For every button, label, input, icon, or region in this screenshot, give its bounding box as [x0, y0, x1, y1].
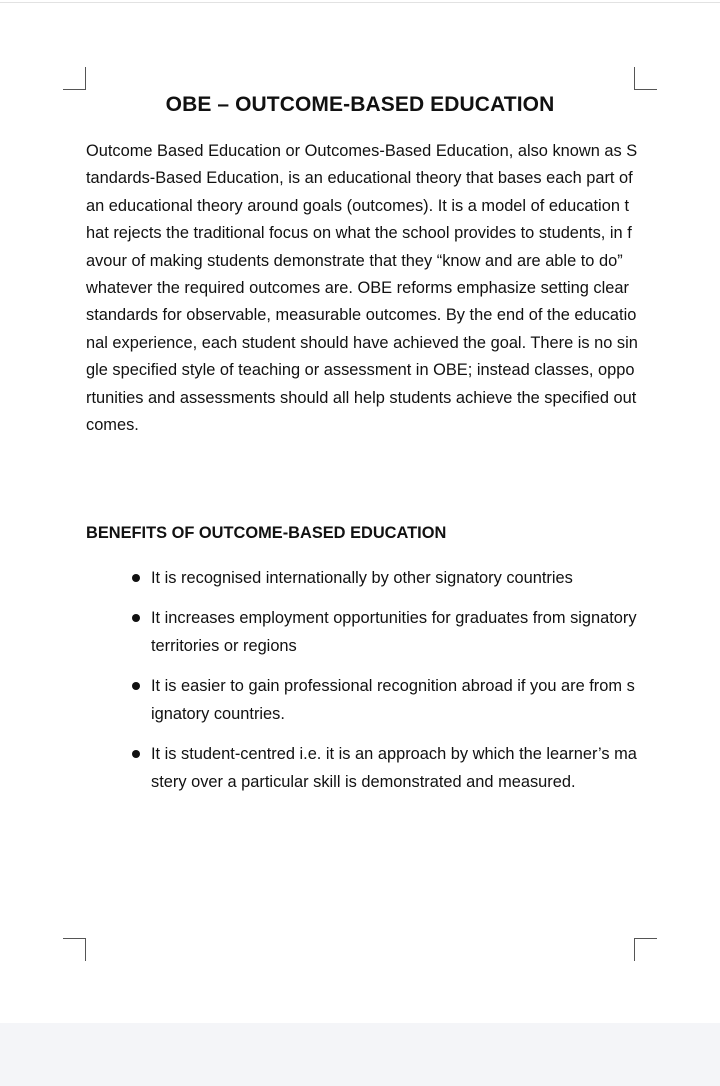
crop-mark-bottom-right — [634, 938, 657, 961]
benefit-text: It is easier to gain professional recognition abroad if you are from signatory countries. — [151, 677, 635, 723]
bullet-icon — [132, 574, 140, 582]
benefit-text: It is student-centred i.e. it is an approach by which the learner’s mastery over a particular skill is demonstrated and measured. — [151, 745, 637, 791]
viewer-bottom-background — [0, 1023, 720, 1086]
intro-paragraph: Outcome Based Education or Outcomes-Based Education, also known as Standards-Based Education, is an educational theory that bases each part of an educational theory around goals (outcomes). It is a model of education that rejects the traditional focus on what the school provides to students, in favour of making students demonstrate that they “know and are able to do” whatever the required outcomes are. OBE reforms emphasize setting clear standards for observable, measurable outcomes. By the end of the educational experience, each student should have achieved the goal. There is no single specified style of teaching or assessment in OBE; instead classes, opportunities and assessments should all help students achieve the specified outcomes. — [86, 142, 638, 435]
crop-mark-top-right — [634, 67, 657, 90]
benefit-item — [151, 604, 637, 660]
bullet-icon — [132, 614, 140, 622]
bullet-icon — [132, 682, 140, 690]
benefit-item — [151, 564, 637, 592]
benefit-item — [151, 672, 637, 728]
crop-mark-top-left — [63, 67, 86, 90]
benefit-text: It is recognised internationally by other signatory countries — [151, 569, 573, 587]
document-page — [0, 3, 720, 1023]
document-title: OBE – OUTCOME-BASED EDUCATION — [165, 93, 555, 116]
benefit-text: It increases employment opportunities for graduates from signatory territories or regions — [151, 609, 637, 655]
crop-mark-bottom-left — [63, 938, 86, 961]
benefits-list — [151, 564, 637, 808]
benefits-heading: BENEFITS OF OUTCOME-BASED EDUCATION — [86, 524, 447, 542]
bullet-icon — [132, 750, 140, 758]
benefit-item — [151, 740, 637, 796]
